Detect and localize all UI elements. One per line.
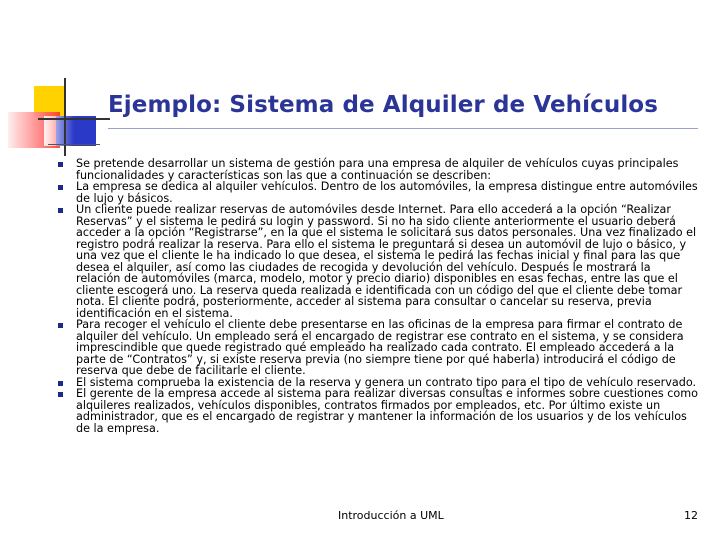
slide-title: Ejemplo: Sistema de Alquiler de Vehículos — [108, 92, 659, 118]
bullet-text: El sistema comprueba la existencia de la reserva y genera un contrato tipo para el tipo de vehículo reservado. — [76, 375, 697, 389]
list-item — [76, 181, 698, 204]
list-item — [76, 388, 698, 434]
list-item — [76, 158, 698, 181]
decoration-horizontal-line — [38, 118, 110, 120]
page-number: 12 — [684, 509, 698, 522]
decoration-horizontal-line-lower — [48, 144, 100, 145]
bullet-text: Para recoger el vehículo el cliente debe presentarse en las oficinas de la empresa para firmar el contrato de alquiler del vehículo. Un empleado será el encargado de registrar ese contrato en el sistema, y se considera imprescindible que quede registrado qué empleado ha realizado cada contrato. El empleado accederá a la parte de “Contratos” y, si existe reserva previa (no siempre tiene por qué haberla) introducirá el código de reserva que debe de facilitarle el cliente. — [76, 318, 684, 377]
bullet-icon — [58, 323, 63, 328]
bullet-text: La empresa se dedica al alquiler vehículos. Dentro de los automóviles, la empresa distingue entre automóviles de lujo y básicos. — [76, 180, 698, 205]
list-item — [76, 204, 698, 319]
bullet-text: Se pretende desarrollar un sistema de gestión para una empresa de alquiler de vehículos cuyas principales funcionalidades y características son las que a continuación se describen: — [76, 157, 679, 182]
decoration-blue-fade — [44, 116, 74, 146]
bullet-icon — [58, 381, 63, 386]
bullet-icon — [58, 162, 63, 167]
bullet-text: El gerente de la empresa accede al sistema para realizar diversas consultas e informes sobre cuestiones como alquileres realizados, vehículos disponibles, contratos firmados por empleados, etc. Por último existe un administrador, que es el encargado de registrar y mantener la información de los usuarios y de los vehículos de la empresa. — [76, 387, 698, 435]
list-item — [76, 319, 698, 377]
bullet-icon — [58, 208, 63, 213]
bullet-text: Un cliente puede realizar reservas de automóviles desde Internet. Para ello accederá a la opción “Realizar Reservas” y el sistema le pedirá su login y password. Si no ha sido cliente anteriormente el usuario deberá acceder a la opción “Registrarse”, en la que el sistema le solicitará sus datos personales. Una vez finalizado el registro podrá realizar la reserva. Para ello el sistema le preguntará si desea un automóvil de lujo o básico, y una vez que el cliente le ha indicado lo que desea, el sistema le pedirá las fechas inicial y final para las que desea el alquiler, así como las ciudades de recogida y devolución del vehículo. Después le mostrará la relación de automóviles (marca, modelo, motor y precio diario) disponibles en esas fechas, entre las que el cliente escogerá uno. La reserva queda realizada e identificada con un código del que el cliente debe tomar nota. El cliente podrá, posteriormente, acceder al sistema para consultar o cancelar su reserva, previa identificación en el sistema. — [76, 203, 697, 320]
bullet-list — [0, 158, 720, 434]
bullet-icon — [58, 392, 63, 397]
bullet-icon — [58, 185, 63, 190]
title-underline — [108, 128, 698, 129]
footer-title: Introducción a UML — [338, 509, 444, 522]
